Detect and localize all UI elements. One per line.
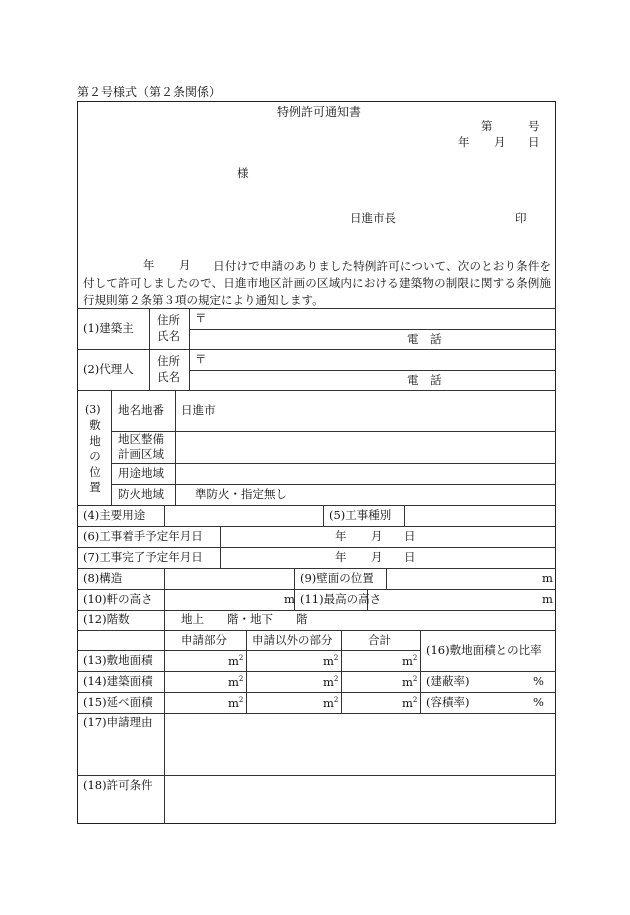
coverage-ratio-label: (建蔽率) <box>426 674 470 688</box>
floor-area-label: (15)延べ面積 <box>83 695 153 709</box>
structure-label: (8)構造 <box>83 571 123 585</box>
site-zoning-label: 用途地域 <box>118 466 164 480</box>
max-height-unit: m <box>542 592 553 606</box>
applicant-address-field[interactable] <box>195 312 550 328</box>
ratio-header: (16)敷地面積との比率 <box>426 643 542 657</box>
building-area-label: (14)建築面積 <box>83 674 153 688</box>
wall-position-unit: m <box>542 571 553 585</box>
area-header-other: 申請以外の部分 <box>252 633 333 647</box>
site-area-unit-other: $m^2$ <box>323 653 339 668</box>
agent-phone-label: 電 話 <box>407 373 442 387</box>
max-height-label: (11)最高の高さ <box>300 592 382 606</box>
notification-body-text: 日付けで申請のありました特例許可について、次のとおり条件を付して許可しましたので、日進市地区計画の区域内における建築物の制限に関する条例施行規則第２条第３項の規定により通知します。 <box>83 259 551 307</box>
site-label-number: (3) <box>85 403 101 416</box>
eave-height-label: (10)軒の高さ <box>83 592 153 606</box>
coverage-ratio-unit: % <box>533 674 544 688</box>
document-title: 特例許可通知書 <box>277 105 362 119</box>
application-reason-label: (17)申請理由 <box>83 715 153 729</box>
site-area-label: (13)敷地面積 <box>83 653 153 667</box>
floor-area-unit-total: $m^2$ <box>402 695 418 710</box>
completion-day: 日 <box>404 550 416 564</box>
floor-area-ratio-label: (容積率) <box>426 695 470 709</box>
agent-postal-mark: 〒 <box>195 352 207 366</box>
agent-address-label: 住所 <box>157 354 180 368</box>
floor-area-unit-other: $m^2$ <box>323 695 339 710</box>
start-month: 月 <box>371 529 383 543</box>
site-lot-label: 地名地番 <box>118 403 164 417</box>
applicant-name-label: 氏名 <box>157 329 180 343</box>
body-date-month: 月 <box>179 258 191 272</box>
header-day: 日 <box>528 135 540 149</box>
start-year: 年 <box>335 529 347 543</box>
addressee-suffix: 様 <box>237 166 249 180</box>
wall-position-label: (9)壁面の位置 <box>300 571 374 585</box>
site-label-vertical: 敷 地 の 位 置 <box>89 418 101 494</box>
completion-month: 月 <box>371 550 383 564</box>
site-area-unit-applied: $m^2$ <box>228 653 244 668</box>
header-month: 月 <box>494 135 506 149</box>
number-prefix: 第 <box>481 119 493 133</box>
site-area-unit-total: $m^2$ <box>402 653 418 668</box>
main-use-label: (4)主要用途 <box>83 508 146 522</box>
floor-area-ratio-unit: % <box>533 695 544 709</box>
construction-type-label: (5)工事種別 <box>329 508 392 522</box>
applicant-address-label: 住所 <box>157 313 180 327</box>
permit-conditions-label: (18)許可条件 <box>83 778 153 792</box>
agent-name-label: 氏名 <box>157 370 180 384</box>
building-area-unit-total: $m^2$ <box>402 674 418 689</box>
seal-mark: 印 <box>515 211 527 225</box>
header-year: 年 <box>458 135 470 149</box>
site-district-label-2: 計画区域 <box>118 447 164 461</box>
applicant-label: (1)建築主 <box>83 321 134 335</box>
body-date-year: 年 <box>143 258 155 272</box>
agent-label: (2)代理人 <box>83 362 134 376</box>
floor-area-unit-applied: $m^2$ <box>228 695 244 710</box>
number-suffix: 号 <box>528 119 540 133</box>
building-area-unit-other: $m^2$ <box>323 674 339 689</box>
area-header-applied: 申請部分 <box>181 633 227 647</box>
applicant-phone-label: 電 話 <box>407 332 442 346</box>
start-day: 日 <box>404 529 416 543</box>
floors-value: 地上 階・地下 階 <box>181 612 308 626</box>
completion-date-label: (7)工事完了予定年月日 <box>83 550 203 564</box>
form-number-label: 第２号様式（第２条関係） <box>77 85 222 99</box>
issuer-name: 日進市長 <box>350 211 396 225</box>
start-date-label: (6)工事着手予定年月日 <box>83 529 203 543</box>
applicant-postal-mark: 〒 <box>195 311 207 325</box>
building-area-unit-applied: $m^2$ <box>228 674 244 689</box>
floors-label: (12)階数 <box>83 612 130 626</box>
completion-year: 年 <box>335 550 347 564</box>
site-fire-value: 準防火・指定無し <box>195 487 287 501</box>
site-fire-label: 防火地域 <box>118 487 164 501</box>
area-header-total: 合計 <box>368 633 391 647</box>
eave-height-unit: m <box>284 592 295 606</box>
site-lot-value: 日進市 <box>181 403 216 417</box>
site-district-label-1: 地区整備 <box>118 432 164 446</box>
